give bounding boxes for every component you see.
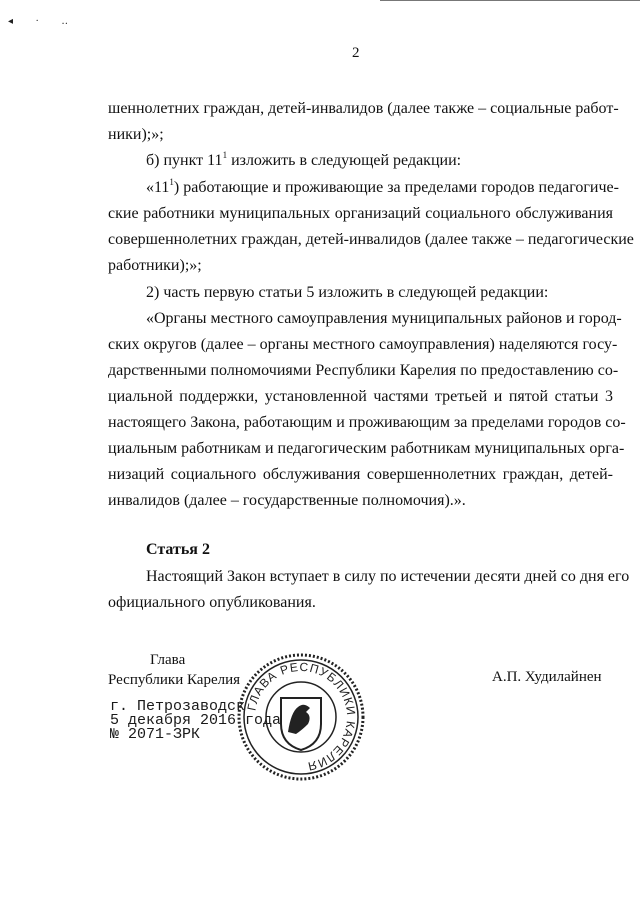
signatory-title-line2: Республики Карелия (108, 672, 241, 688)
top-edge-line (380, 0, 640, 1)
text-fragment: б) пункт 11 (146, 152, 223, 169)
seal-ring-text: ГЛАВА РЕСПУБЛИКИ КАРЕЛИЯ (244, 659, 359, 774)
text-fragment: «11 (146, 179, 170, 196)
text-line: настоящего Закона, работающим и проживающим за пределами городов со- (108, 414, 626, 431)
text-line: дарственными полномочиями Республики Карелия по предоставлению со- (108, 362, 619, 379)
text-line: ские работники муниципальных организаций социального обслуживания (108, 205, 613, 222)
text-line: «Органы местного самоуправления муниципальных районов и город- (146, 310, 622, 327)
text-line: ских округов (далее – органы местного самоуправления) наделяются госу- (108, 336, 618, 353)
text-line: циальной поддержки, установленной частями третьей и пятой статьи 3 (108, 388, 613, 405)
text-line: 2) часть первую статьи 5 изложить в следующей редакции: (146, 284, 549, 301)
text-line: ники);»; (108, 126, 164, 143)
text-line: официального опубликования. (108, 594, 316, 611)
page-number: 2 (352, 45, 360, 61)
text-line: совершеннолетних граждан, детей-инвалидов (далее также – педагогические (108, 231, 634, 248)
text-fragment: изложить в следующей редакции: (227, 152, 462, 169)
superscript: 1 (222, 150, 228, 160)
article-heading: Статья 2 (146, 541, 210, 558)
superscript: 1 (169, 177, 174, 187)
text-line: инвалидов (далее – государственные полномочия).». (108, 492, 466, 509)
signing-date: 5 декабря 2016 года (110, 712, 282, 729)
text-line: шеннолетних граждан, детей-инвалидов (далее также – социальные работ- (108, 100, 619, 117)
text-fragment: ) работающие и проживающие за пределами городов педагогиче- (173, 179, 619, 196)
corner-marks: ◂ · ‥ (8, 16, 79, 27)
official-seal-stamp (236, 652, 366, 782)
text-line: низаций социального обслуживания совершеннолетних граждан, детей- (108, 466, 613, 483)
text-line (146, 177, 619, 198)
text-line: циальным работникам и педагогическим работникам муниципальных орга- (108, 440, 625, 457)
text-line: работники);»; (108, 257, 202, 274)
text-line: Настоящий Закон вступает в силу по истечении десяти дней со дня его (146, 568, 630, 585)
place-of-signing: г. Петрозаводск (110, 698, 246, 715)
text-line (146, 151, 461, 171)
law-number: № 2071-ЗРК (110, 726, 201, 743)
signatory-title-line1: Глава (150, 652, 186, 668)
signatory-name: А.П. Худилайнен (492, 669, 602, 685)
